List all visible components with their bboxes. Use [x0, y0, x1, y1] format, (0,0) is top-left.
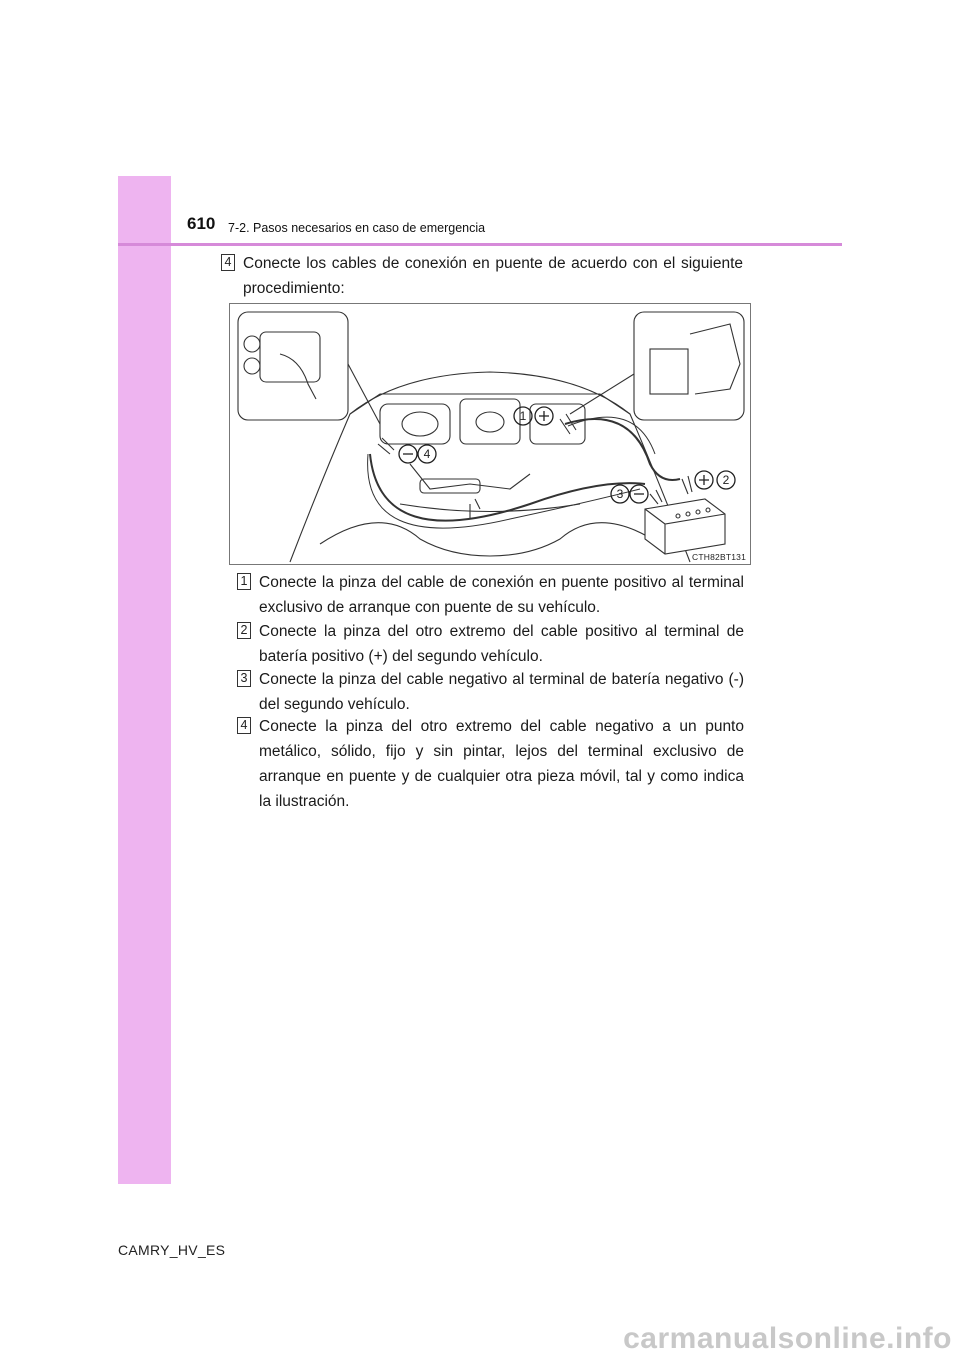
header-divider [118, 243, 842, 246]
callout-3: 3 [616, 487, 624, 501]
callout-2: 2 [722, 473, 730, 487]
substep-number-box: 4 [237, 717, 251, 734]
illustration-drawing [230, 304, 750, 564]
substep-text: Conecte la pinza del cable de conexión en puente positivo al terminal exclusivo de arranque con puente de su vehículo. [259, 574, 744, 616]
jump-start-illustration [229, 303, 751, 565]
watermark-site: carmanualsonline.info [623, 1322, 952, 1355]
callout-4: 4 [423, 447, 431, 461]
section-title: 7-2. Pasos necesarios en caso de emergencia [228, 221, 486, 235]
callout-1: 1 [519, 409, 527, 423]
substep-text: Conecte la pinza del otro extremo del cable negativo a un punto metálico, sólido, fijo y sin pintar, lejos del terminal exclusivo de arranque en puente y de cualquier otra pieza móvil, tal y como indica la ilustración. [259, 718, 744, 810]
substep-number-box: 3 [237, 670, 251, 687]
step-number-box: 4 [221, 254, 235, 271]
substep-text: Conecte la pinza del cable negativo al terminal de batería negativo (-) del segundo vehículo. [259, 671, 744, 713]
substep-text: Conecte la pinza del otro extremo del cable positivo al terminal de batería positivo (+) del segundo vehículo. [259, 623, 744, 665]
step-text: Conecte los cables de conexión en puente de acuerdo con el siguiente procedimiento: [243, 255, 743, 297]
substep-number-box: 1 [237, 573, 251, 590]
manual-id: CAMRY_HV_ES [118, 1242, 226, 1258]
substep-number-box: 2 [237, 622, 251, 639]
figure-code: CTH82BT131 [692, 552, 746, 562]
page-number: 610 [187, 214, 216, 233]
sidebar-tab [118, 176, 171, 1184]
